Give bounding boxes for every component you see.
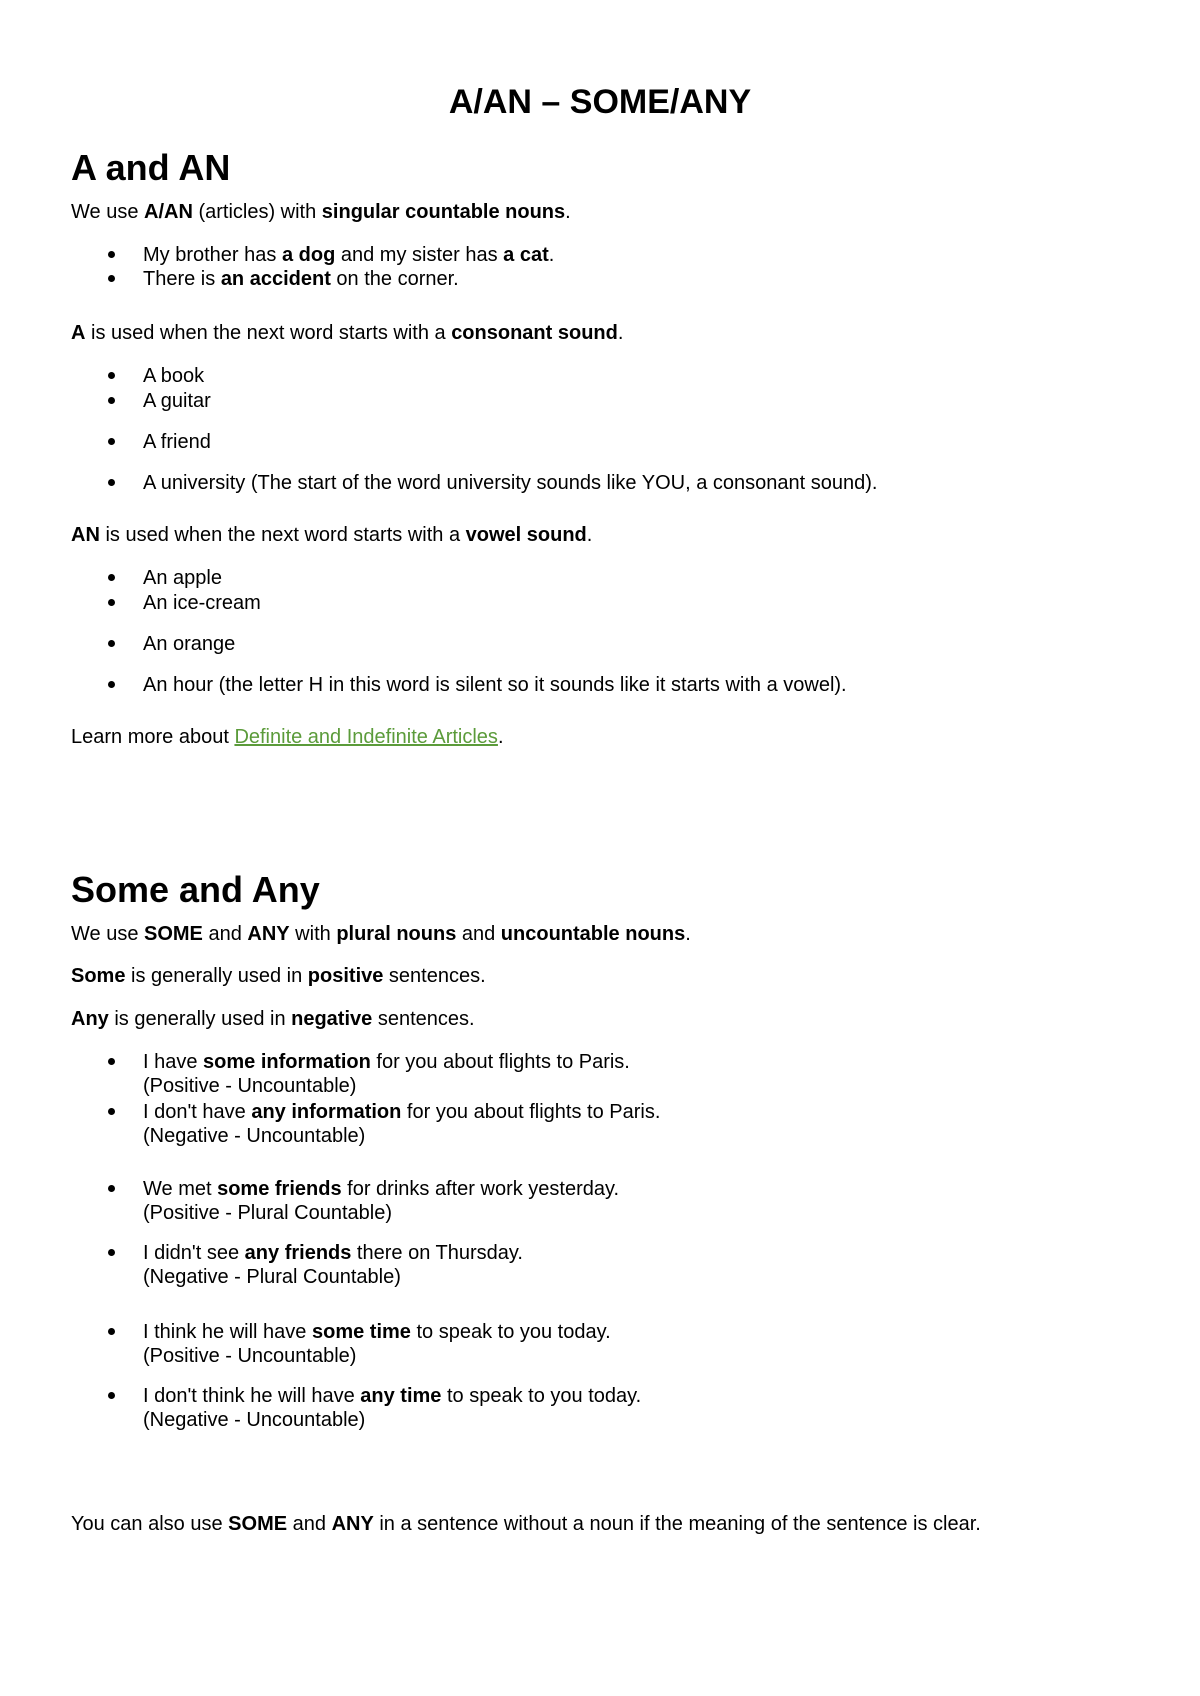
an-rule: AN is used when the next word starts with a vowel sound. [71,524,593,546]
bullet-icon [108,1328,115,1335]
bullet-icon [108,275,115,282]
page-title: A/AN – SOME/ANY [448,83,752,121]
example-note: (Positive - Uncountable) [143,1075,357,1097]
articles-link[interactable]: Definite and Indefinite Articles [234,726,498,748]
bullet-icon [108,397,115,404]
list-item: I didn't see any friends there on Thursday. (Negative - Plural Countable) [143,1242,523,1288]
bullet-icon [108,1108,115,1115]
bullet-icon [108,574,115,581]
example-note: (Positive - Plural Countable) [143,1202,392,1224]
bullet-icon [108,681,115,688]
list-item: I think he will have some time to speak to you today. (Positive - Uncountable) [143,1321,611,1367]
bullet-icon [108,438,115,445]
bullet-icon [108,479,115,486]
list-item: I don't have any information for you about flights to Paris. (Negative - Uncountable) [143,1101,661,1147]
section-heading-a-and-an: A and AN [71,147,231,188]
bullet-icon [108,599,115,606]
a-rule: A is used when the next word starts with a consonant sound. [71,322,624,344]
bullet-icon [108,1249,115,1256]
list-item: My brother has a dog and my sister has a cat. [143,244,555,266]
bullet-icon [108,251,115,258]
list-item: A friend [143,431,211,453]
closing-note: You can also use SOME and ANY in a sentence without a noun if the meaning of the sentence is clear. [71,1513,981,1535]
bullet-icon [108,372,115,379]
list-item: A book [143,365,205,387]
list-item: An apple [143,567,222,589]
some-any-intro: We use SOME and ANY with plural nouns and uncountable nouns. [71,923,691,945]
example-note: (Negative - Uncountable) [143,1409,366,1431]
list-item: An orange [143,633,236,655]
example-note: (Positive - Uncountable) [143,1345,357,1367]
list-item: A guitar [143,390,211,412]
some-rule: Some is generally used in positive sentences. [71,965,486,987]
list-item: An hour (the letter H in this word is silent so it sounds like it starts with a vowel). [143,674,847,696]
bullet-icon [108,1392,115,1399]
list-item: There is an accident on the corner. [143,268,459,290]
a-an-intro: We use A/AN (articles) with singular countable nouns. [71,201,571,223]
list-item: I don't think he will have any time to speak to you today. (Negative - Uncountable) [143,1385,642,1431]
list-item: An ice-cream [143,592,261,614]
list-item: We met some friends for drinks after work yesterday. (Positive - Plural Countable) [143,1178,620,1224]
section-heading-some-and-any: Some and Any [71,869,320,910]
list-item: A university (The start of the word university sounds like YOU, a consonant sound). [143,472,878,494]
list-item: I have some information for you about flights to Paris. (Positive - Uncountable) [143,1051,630,1097]
bullet-icon [108,1058,115,1065]
any-rule: Any is generally used in negative sentences. [71,1008,475,1030]
example-note: (Negative - Plural Countable) [143,1266,401,1288]
bullet-icon [108,1185,115,1192]
learn-more: Learn more about Definite and Indefinite Articles. [71,726,504,748]
example-note: (Negative - Uncountable) [143,1125,366,1147]
bullet-icon [108,640,115,647]
